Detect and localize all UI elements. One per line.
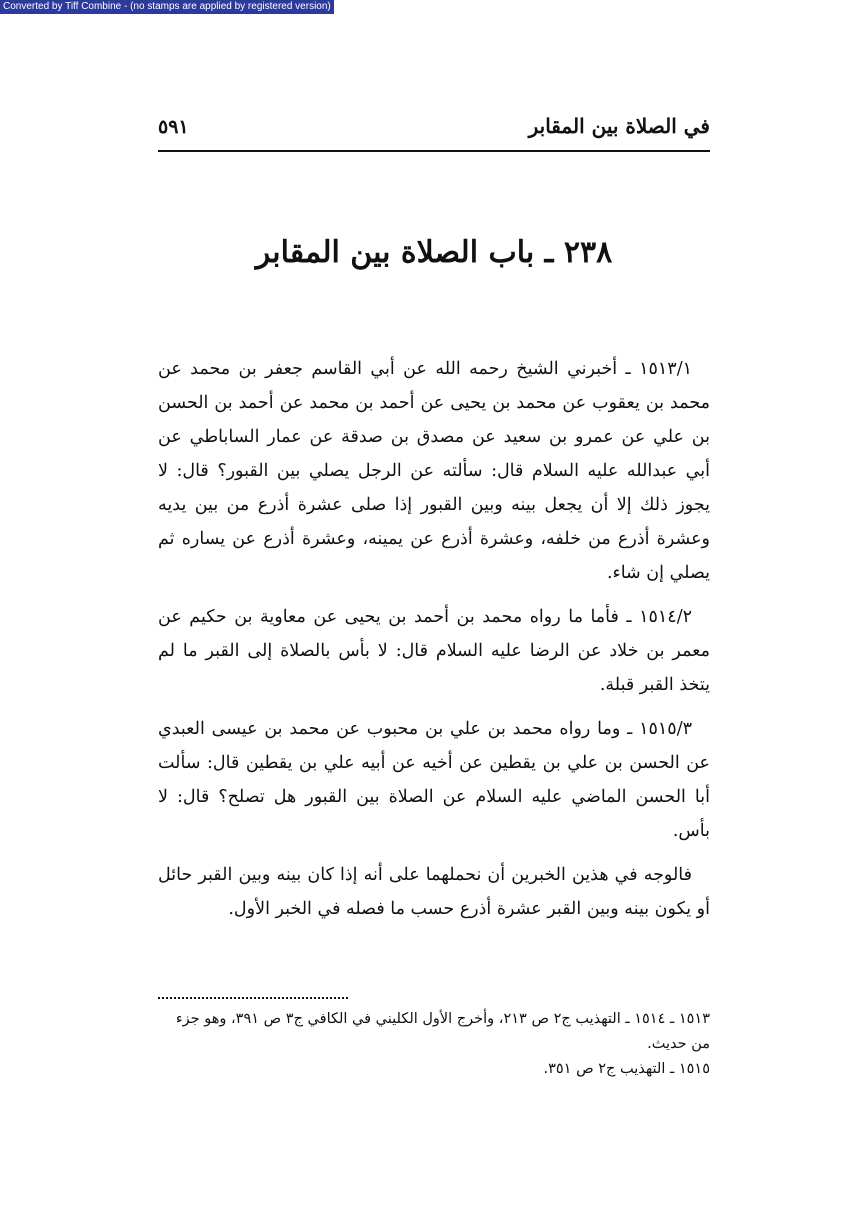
footnote-1513-1514: ١٥١٣ ـ ١٥١٤ ـ التهذيب ج٢ ص ٢١٣، وأخرج الأول الكليني في الكافي ج٣ ص ٣٩١، وهو جزء من حديث. xyxy=(175,1011,710,1052)
chapter-heading: ٢٣٨ ـ باب الصلاة بين المقابر xyxy=(255,235,613,270)
commentary-paragraph: فالوجه في هذين الخبرين أن نحملهما على أنه إذا كان بينه وبين القبر حائل أو يكون بينه وبين القبر عشرة أذرع حسب ما فصله في الخبر الأول. xyxy=(158,865,710,919)
body-text xyxy=(158,352,710,936)
footnotes xyxy=(158,985,710,1082)
watermark-banner: Converted by Tiff Combine - (no stamps are applied by registered version) xyxy=(0,0,334,14)
hadith-1515: ١٥١٥/٣ ـ وما رواه محمد بن علي بن محبوب عن محمد بن عيسى العبدي عن الحسن بن علي بن يقطين عن أخيه عن أبيه علي بن يقطين قال: سألت أبا الحسن الماضي عليه السلام عن الصلاة بين القبور هل تصلح؟ قال: لا بأس. xyxy=(158,719,710,841)
footnote-1515: ١٥١٥ ـ التهذيب ج٢ ص ٣٥١. xyxy=(543,1061,710,1077)
hadith-1514: ١٥١٤/٢ ـ فأما ما رواه محمد بن أحمد بن يحيى عن معاوية بن حكيم عن معمر بن خلاد عن الرضا عليه السلام قال: لا بأس بالصلاة إلى القبر ما لم يتخذ القبر قبلة. xyxy=(158,607,710,695)
footnote-separator xyxy=(158,985,348,999)
running-title: في الصلاة بين المقابر xyxy=(528,114,710,138)
running-header xyxy=(158,108,710,152)
hadith-1513: ١٥١٣/١ ـ أخبرني الشيخ رحمه الله عن أبي القاسم جعفر بن محمد عن محمد بن يعقوب عن محمد بن يحيى عن أحمد بن محمد عن أحمد بن الحسن بن علي عن عمرو بن سعيد عن مصدق بن صدقة عن عمار الساباطي عن أبي عبدالله عليه السلام قال: سألته عن الرجل يصلي بين القبور؟ قال: لا يجوز ذلك إلا أن يجعل بينه وبين القبور إذا صلى عشرة أذرع من بين يديه وعشرة أذرع من خلفه، وعشرة أذرع عن يمينه، وعشرة أذرع عن يساره ثم يصلي إن شاء. xyxy=(158,359,710,583)
page-number: ٥٩١ xyxy=(158,116,189,138)
